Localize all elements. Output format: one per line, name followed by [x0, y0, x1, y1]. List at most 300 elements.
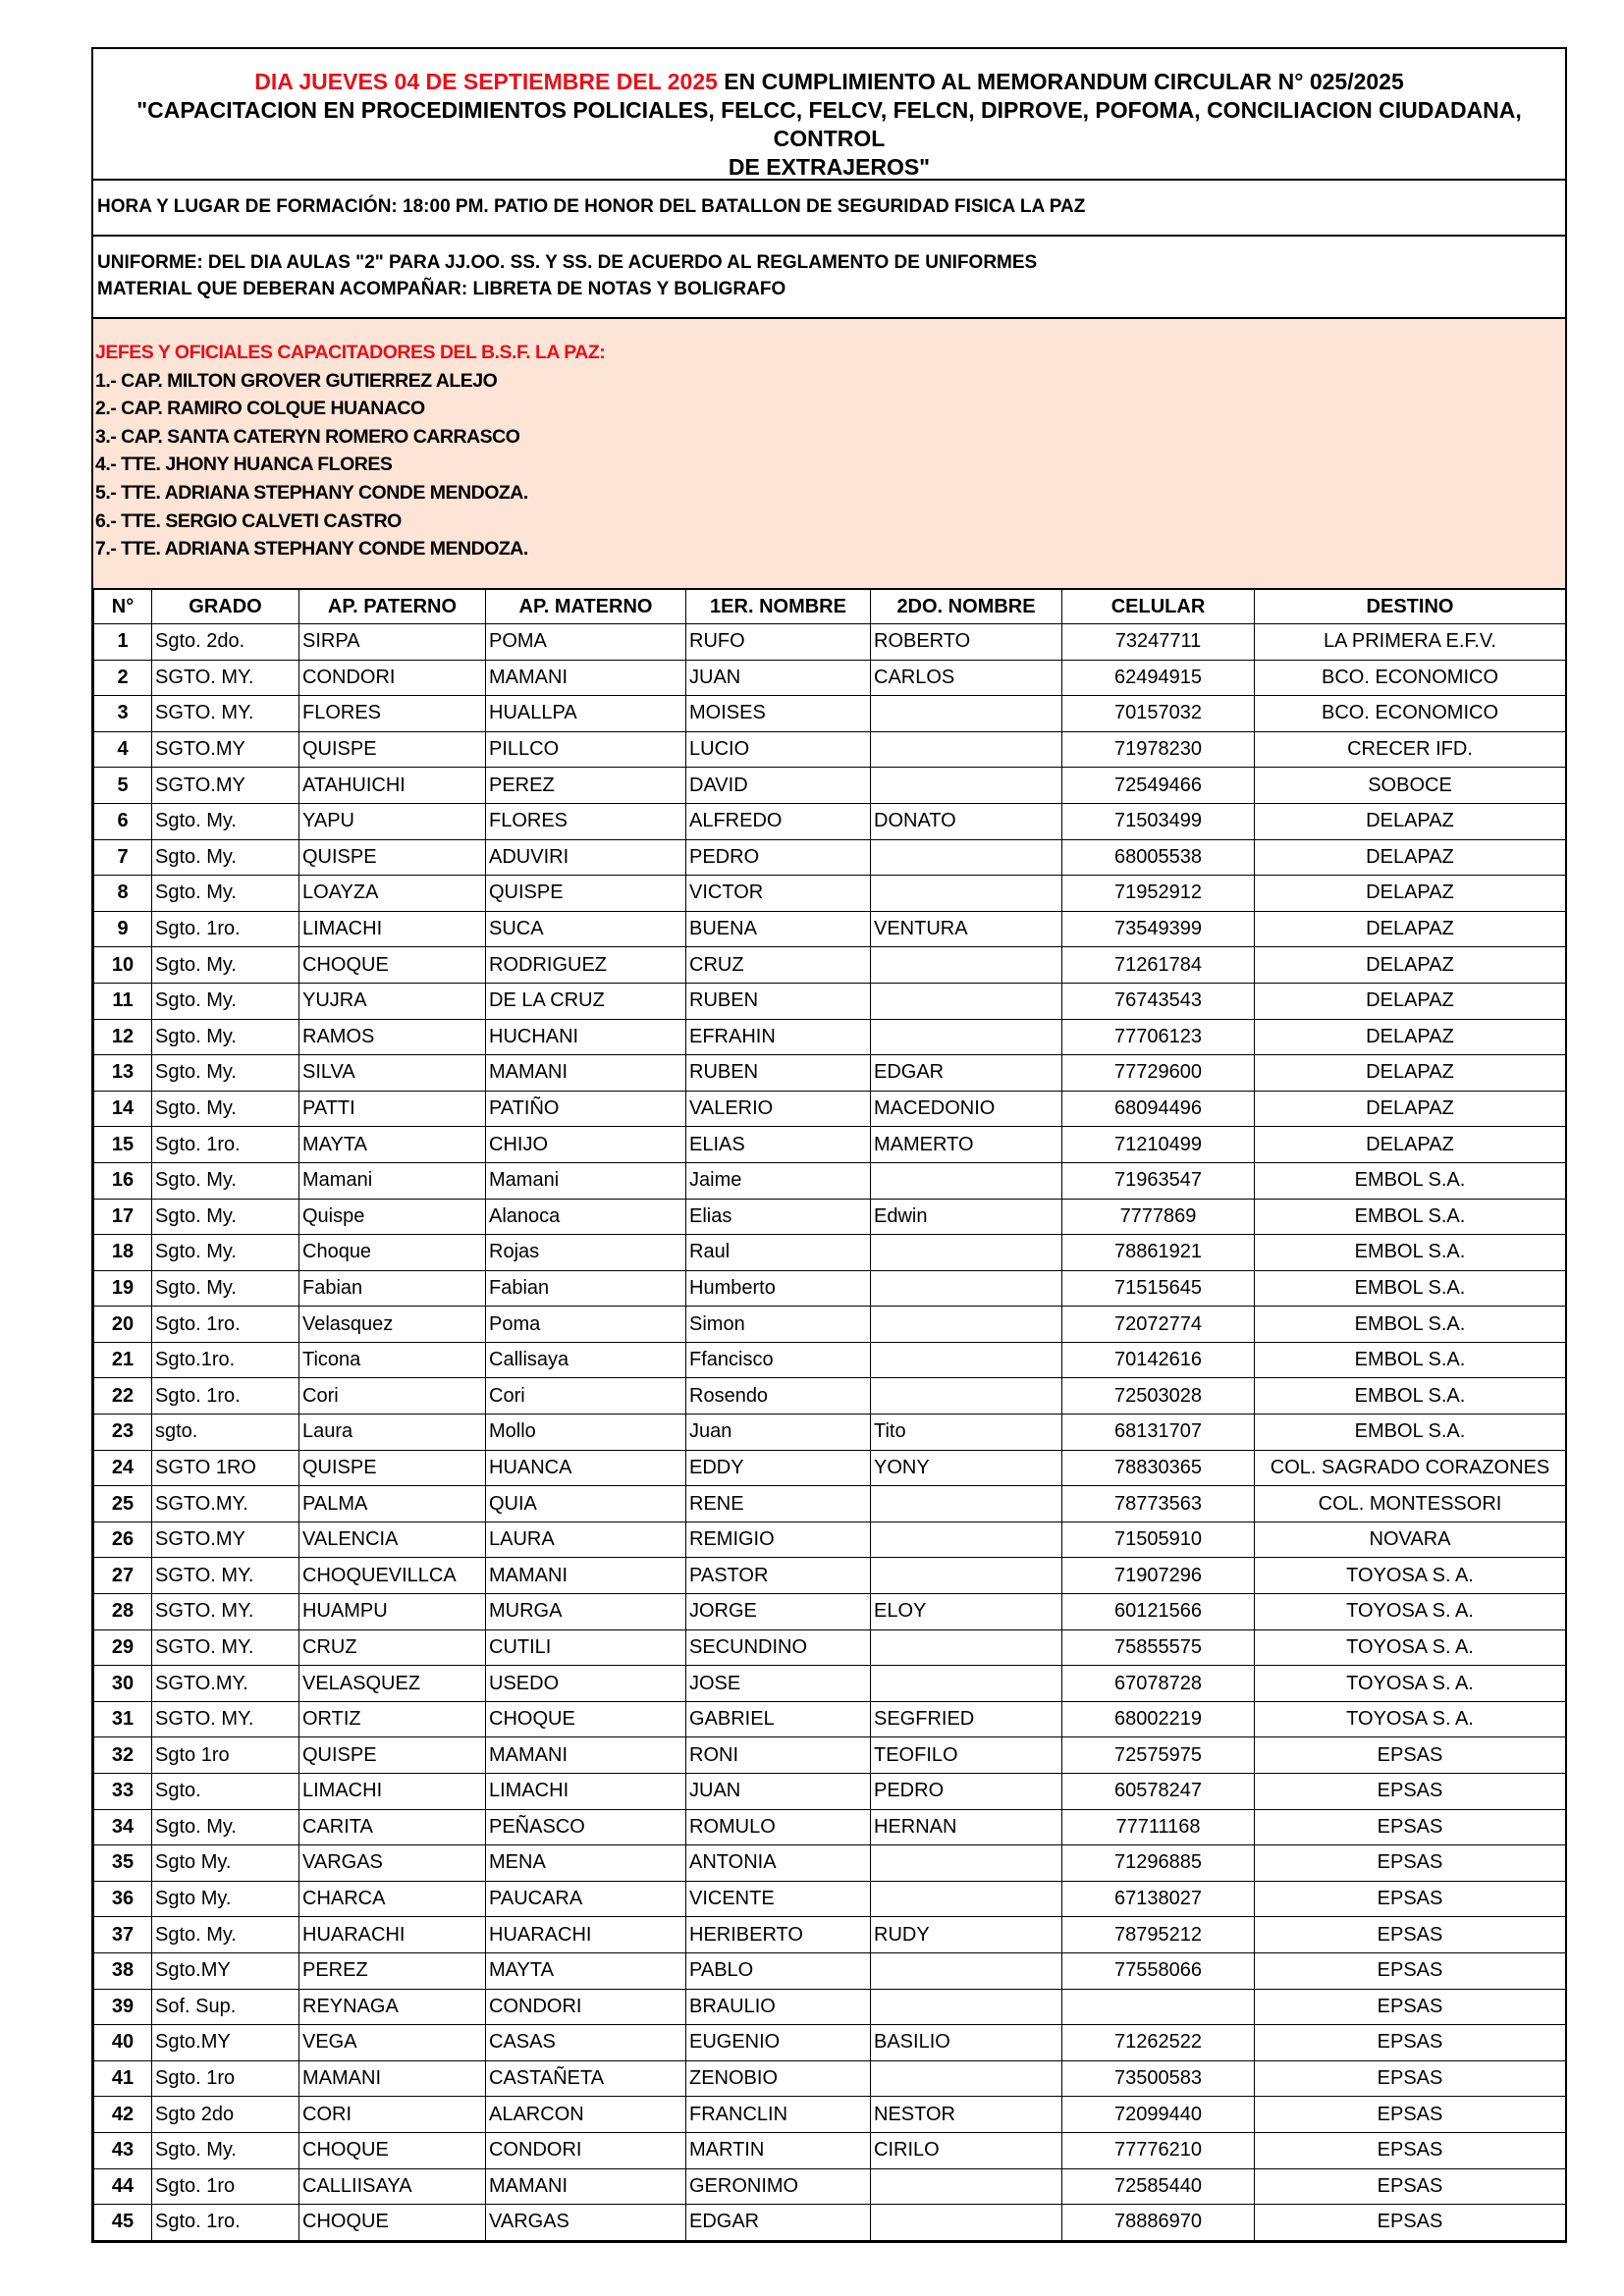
destino-cell: DELAPAZ — [1255, 983, 1566, 1019]
ap-paterno-cell: REYNAGA — [299, 1989, 486, 2025]
ap-materno-cell: ADUVIRI — [486, 839, 686, 876]
row-number: 10 — [94, 947, 152, 984]
table-row — [94, 660, 1566, 696]
celular-cell: 71503499 — [1062, 803, 1255, 839]
title-line — [93, 68, 1565, 96]
destino-cell: TOYOSA S. A. — [1255, 1558, 1566, 1594]
segundo-nombre-cell: NESTOR — [871, 2097, 1062, 2133]
primer-nombre-cell: Elias — [686, 1199, 871, 1235]
primer-nombre-cell: Raul — [686, 1235, 871, 1271]
grado-cell: Sgto. 1ro. — [152, 1127, 299, 1163]
segundo-nombre-cell — [871, 876, 1062, 912]
ap-materno-cell: CHIJO — [486, 1127, 686, 1163]
destino-cell: DELAPAZ — [1255, 803, 1566, 839]
celular-cell: 77776210 — [1062, 2132, 1255, 2168]
grado-cell: Sof. Sup. — [152, 1989, 299, 2025]
destino-cell: EPSAS — [1255, 2097, 1566, 2133]
grado-cell: Sgto. My. — [152, 839, 299, 876]
grado-cell: Sgto. 1ro. — [152, 911, 299, 947]
grado-cell: SGTO.MY — [152, 768, 299, 804]
celular-cell: 70142616 — [1062, 1342, 1255, 1378]
ap-materno-cell: MAYTA — [486, 1952, 686, 1989]
ap-paterno-cell: LIMACHI — [299, 911, 486, 947]
formation-time-place: HORA Y LUGAR DE FORMACIÓN: 18:00 PM. PATIO DE HONOR DEL BATALLON DE SEGURIDAD FISICA LA PAZ — [93, 181, 1565, 237]
segundo-nombre-cell — [871, 2168, 1062, 2205]
subtitle-line-2: DE EXTRAJEROS" — [728, 154, 931, 180]
segundo-nombre-cell — [871, 1235, 1062, 1271]
ap-materno-cell: Alanoca — [486, 1199, 686, 1235]
table-row — [94, 2060, 1566, 2097]
ap-materno-cell: MENA — [486, 1845, 686, 1882]
table-row — [94, 1629, 1566, 1666]
celular-cell: 71515645 — [1062, 1270, 1255, 1307]
trainer-item: 6.- TTE. SERGIO CALVETI CASTRO — [95, 509, 402, 532]
segundo-nombre-cell — [871, 983, 1062, 1019]
primer-nombre-cell: VICENTE — [686, 1881, 871, 1917]
grado-cell: SGTO. MY. — [152, 1701, 299, 1737]
table-row — [94, 1055, 1566, 1092]
ap-paterno-cell: Cori — [299, 1378, 486, 1415]
destino-cell: TOYOSA S. A. — [1255, 1629, 1566, 1666]
primer-nombre-cell: MARTIN — [686, 2132, 871, 2168]
ap-paterno-cell: VELASQUEZ — [299, 1666, 486, 1702]
ap-paterno-cell: CHOQUE — [299, 2132, 486, 2168]
celular-cell: 60578247 — [1062, 1774, 1255, 1810]
segundo-nombre-cell — [871, 2205, 1062, 2241]
table-row — [94, 1558, 1566, 1594]
ap-materno-cell: Fabian — [486, 1270, 686, 1307]
segundo-nombre-cell — [871, 1019, 1062, 1055]
destino-cell: DELAPAZ — [1255, 911, 1566, 947]
col-ap-paterno-header: AP. PATERNO — [299, 590, 486, 624]
grado-cell: SGTO.MY. — [152, 1666, 299, 1702]
table-row — [94, 1701, 1566, 1737]
trainer-item: 3.- CAP. SANTA CATERYN ROMERO CARRASCO — [95, 425, 520, 448]
primer-nombre-cell: EFRAHIN — [686, 1019, 871, 1055]
ap-paterno-cell: VALENCIA — [299, 1522, 486, 1558]
row-number: 24 — [94, 1450, 152, 1486]
row-number: 27 — [94, 1558, 152, 1594]
row-number: 29 — [94, 1629, 152, 1666]
col-number-header: N° — [94, 590, 152, 624]
segundo-nombre-cell: RUDY — [871, 1917, 1062, 1953]
celular-cell: 71296885 — [1062, 1845, 1255, 1882]
table-row — [94, 2025, 1566, 2061]
celular-cell: 78773563 — [1062, 1486, 1255, 1522]
grado-cell: Sgto. My. — [152, 1199, 299, 1235]
ap-paterno-cell: CRUZ — [299, 1629, 486, 1666]
segundo-nombre-cell — [871, 696, 1062, 732]
table-row — [94, 1019, 1566, 1055]
segundo-nombre-cell — [871, 731, 1062, 768]
ap-paterno-cell: SIRPA — [299, 624, 486, 661]
grado-cell: SGTO. MY. — [152, 1629, 299, 1666]
table-header-row — [94, 590, 1566, 624]
destino-cell: COL. MONTESSORI — [1255, 1486, 1566, 1522]
ap-paterno-cell: QUISPE — [299, 1450, 486, 1486]
primer-nombre-cell: BUENA — [686, 911, 871, 947]
primer-nombre-cell: GABRIEL — [686, 1701, 871, 1737]
row-number: 41 — [94, 2060, 152, 2097]
celular-cell: 72072774 — [1062, 1307, 1255, 1343]
destino-cell: EPSAS — [1255, 2132, 1566, 2168]
ap-paterno-cell: LOAYZA — [299, 876, 486, 912]
primer-nombre-cell: RENE — [686, 1486, 871, 1522]
celular-cell: 62494915 — [1062, 660, 1255, 696]
ap-materno-cell: MAMANI — [486, 1055, 686, 1092]
primer-nombre-cell: VICTOR — [686, 876, 871, 912]
ap-materno-cell: MURGA — [486, 1594, 686, 1630]
ap-materno-cell: PATIÑO — [486, 1091, 686, 1127]
primer-nombre-cell: ZENOBIO — [686, 2060, 871, 2097]
ap-paterno-cell: Quispe — [299, 1199, 486, 1235]
table-row — [94, 624, 1566, 661]
grado-cell: Sgto. My. — [152, 876, 299, 912]
row-number: 6 — [94, 803, 152, 839]
grado-cell: SGTO.MY — [152, 731, 299, 768]
table-row — [94, 2168, 1566, 2205]
segundo-nombre-cell: ELOY — [871, 1594, 1062, 1630]
row-number: 1 — [94, 624, 152, 661]
celular-cell: 73247711 — [1062, 624, 1255, 661]
destino-cell: DELAPAZ — [1255, 1091, 1566, 1127]
destino-cell: EMBOL S.A. — [1255, 1270, 1566, 1307]
table-row — [94, 1881, 1566, 1917]
ap-paterno-cell: CONDORI — [299, 660, 486, 696]
grado-cell: Sgto.1ro. — [152, 1342, 299, 1378]
table-row — [94, 1342, 1566, 1378]
grado-cell: Sgto My. — [152, 1881, 299, 1917]
grado-cell: Sgto. My. — [152, 1055, 299, 1092]
segundo-nombre-cell: DONATO — [871, 803, 1062, 839]
row-number: 5 — [94, 768, 152, 804]
ap-materno-cell: FLORES — [486, 803, 686, 839]
celular-cell: 68005538 — [1062, 839, 1255, 876]
grado-cell: Sgto. My. — [152, 803, 299, 839]
grado-cell: Sgto. 1ro — [152, 2060, 299, 2097]
ap-paterno-cell: CALLIISAYA — [299, 2168, 486, 2205]
row-number: 39 — [94, 1989, 152, 2025]
celular-cell: 60121566 — [1062, 1594, 1255, 1630]
table-row — [94, 1809, 1566, 1845]
col-segundo-nombre-header: 2DO. NOMBRE — [871, 590, 1062, 624]
ap-materno-cell: PEREZ — [486, 768, 686, 804]
destino-cell: CRECER IFD. — [1255, 731, 1566, 768]
celular-cell: 78886970 — [1062, 2205, 1255, 2241]
celular-cell: 77729600 — [1062, 1055, 1255, 1092]
row-number: 32 — [94, 1737, 152, 1774]
ap-materno-cell: Rojas — [486, 1235, 686, 1271]
ap-paterno-cell: CORI — [299, 2097, 486, 2133]
primer-nombre-cell: JUAN — [686, 1774, 871, 1810]
table-row — [94, 1235, 1566, 1271]
celular-cell: 78830365 — [1062, 1450, 1255, 1486]
destino-cell: LA PRIMERA E.F.V. — [1255, 624, 1566, 661]
destino-cell: EPSAS — [1255, 2060, 1566, 2097]
primer-nombre-cell: Simon — [686, 1307, 871, 1343]
ap-materno-cell: LIMACHI — [486, 1774, 686, 1810]
celular-cell: 71952912 — [1062, 876, 1255, 912]
table-row — [94, 803, 1566, 839]
ap-paterno-cell: QUISPE — [299, 731, 486, 768]
grado-cell: SGTO.MY — [152, 1522, 299, 1558]
table-row — [94, 1989, 1566, 2025]
ap-paterno-cell: CARITA — [299, 1809, 486, 1845]
ap-paterno-cell: CHARCA — [299, 1881, 486, 1917]
destino-cell: TOYOSA S. A. — [1255, 1701, 1566, 1737]
segundo-nombre-cell — [871, 1629, 1062, 1666]
destino-cell: EMBOL S.A. — [1255, 1235, 1566, 1271]
ap-materno-cell: Cori — [486, 1378, 686, 1415]
ap-materno-cell: CONDORI — [486, 1989, 686, 2025]
ap-materno-cell: Mamani — [486, 1162, 686, 1199]
ap-paterno-cell: QUISPE — [299, 1737, 486, 1774]
celular-cell: 68131707 — [1062, 1415, 1255, 1451]
row-number: 17 — [94, 1199, 152, 1235]
grado-cell: Sgto 2do — [152, 2097, 299, 2133]
segundo-nombre-cell — [871, 1270, 1062, 1307]
celular-cell: 72099440 — [1062, 2097, 1255, 2133]
table-row — [94, 1127, 1566, 1163]
celular-cell — [1062, 1989, 1255, 2025]
ap-paterno-cell: YUJRA — [299, 983, 486, 1019]
destino-cell: BCO. ECONOMICO — [1255, 696, 1566, 732]
table-row — [94, 911, 1566, 947]
segundo-nombre-cell: EDGAR — [871, 1055, 1062, 1092]
row-number: 37 — [94, 1917, 152, 1953]
table-row — [94, 1486, 1566, 1522]
destino-cell: EPSAS — [1255, 1989, 1566, 2025]
celular-cell: 71907296 — [1062, 1558, 1255, 1594]
celular-cell: 75855575 — [1062, 1629, 1255, 1666]
destino-cell: TOYOSA S. A. — [1255, 1594, 1566, 1630]
primer-nombre-cell: EDDY — [686, 1450, 871, 1486]
ap-paterno-cell: MAMANI — [299, 2060, 486, 2097]
trainer-item: 7.- TTE. ADRIANA STEPHANY CONDE MENDOZA. — [95, 538, 528, 561]
ap-materno-cell: PILLCO — [486, 731, 686, 768]
row-number: 45 — [94, 2205, 152, 2241]
ap-materno-cell: LAURA — [486, 1522, 686, 1558]
row-number: 26 — [94, 1522, 152, 1558]
ap-materno-cell: MAMANI — [486, 1558, 686, 1594]
destino-cell: EPSAS — [1255, 1952, 1566, 1989]
row-number: 15 — [94, 1127, 152, 1163]
destino-cell: DELAPAZ — [1255, 947, 1566, 984]
table-row — [94, 2097, 1566, 2133]
celular-cell: 77558066 — [1062, 1952, 1255, 1989]
title-date: DIA JUEVES 04 DE SEPTIEMBRE DEL 2025 — [254, 69, 718, 94]
primer-nombre-cell: EDGAR — [686, 2205, 871, 2241]
row-number: 23 — [94, 1415, 152, 1451]
segundo-nombre-cell — [871, 947, 1062, 984]
destino-cell: EMBOL S.A. — [1255, 1415, 1566, 1451]
primer-nombre-cell: ELIAS — [686, 1127, 871, 1163]
grado-cell: sgto. — [152, 1415, 299, 1451]
row-number: 7 — [94, 839, 152, 876]
row-number: 20 — [94, 1307, 152, 1343]
ap-paterno-cell: VARGAS — [299, 1845, 486, 1882]
destino-cell: EMBOL S.A. — [1255, 1307, 1566, 1343]
row-number: 11 — [94, 983, 152, 1019]
row-number: 43 — [94, 2132, 152, 2168]
ap-paterno-cell: HUARACHI — [299, 1917, 486, 1953]
grado-cell: Sgto. My. — [152, 2132, 299, 2168]
segundo-nombre-cell — [871, 1666, 1062, 1702]
primer-nombre-cell: JOSE — [686, 1666, 871, 1702]
destino-cell: NOVARA — [1255, 1522, 1566, 1558]
row-number: 12 — [94, 1019, 152, 1055]
celular-cell: 73500583 — [1062, 2060, 1255, 2097]
ap-paterno-cell: ATAHUICHI — [299, 768, 486, 804]
primer-nombre-cell: JORGE — [686, 1594, 871, 1630]
grado-cell: Sgto. My. — [152, 1091, 299, 1127]
grado-cell: Sgto. My. — [152, 947, 299, 984]
table-row — [94, 731, 1566, 768]
grado-cell: SGTO. MY. — [152, 696, 299, 732]
celular-cell: 78861921 — [1062, 1235, 1255, 1271]
table-row — [94, 1594, 1566, 1630]
destino-cell: EMBOL S.A. — [1255, 1199, 1566, 1235]
ap-materno-cell: QUISPE — [486, 876, 686, 912]
row-number: 31 — [94, 1701, 152, 1737]
primer-nombre-cell: HERIBERTO — [686, 1917, 871, 1953]
table-row — [94, 1091, 1566, 1127]
ap-materno-cell: HUCHANI — [486, 1019, 686, 1055]
primer-nombre-cell: Humberto — [686, 1270, 871, 1307]
table-row — [94, 1415, 1566, 1451]
grado-cell: SGTO. MY. — [152, 1558, 299, 1594]
grado-cell: SGTO. MY. — [152, 660, 299, 696]
row-number: 14 — [94, 1091, 152, 1127]
destino-cell: EPSAS — [1255, 2168, 1566, 2205]
roster-sheet — [91, 47, 1567, 2243]
celular-cell: 67078728 — [1062, 1666, 1255, 1702]
grado-cell: SGTO. MY. — [152, 1594, 299, 1630]
ap-paterno-cell: PATTI — [299, 1091, 486, 1127]
primer-nombre-cell: JUAN — [686, 660, 871, 696]
grado-cell: Sgto. My. — [152, 983, 299, 1019]
row-number: 34 — [94, 1809, 152, 1845]
destino-cell: EMBOL S.A. — [1255, 1378, 1566, 1415]
grado-cell: Sgto.MY — [152, 1952, 299, 1989]
primer-nombre-cell: PABLO — [686, 1952, 871, 1989]
table-row — [94, 1199, 1566, 1235]
ap-paterno-cell: Laura — [299, 1415, 486, 1451]
row-number: 36 — [94, 1881, 152, 1917]
col-celular-header: CELULAR — [1062, 590, 1255, 624]
ap-paterno-cell: LIMACHI — [299, 1774, 486, 1810]
row-number: 33 — [94, 1774, 152, 1810]
segundo-nombre-cell: CIRILO — [871, 2132, 1062, 2168]
grado-cell: Sgto. My. — [152, 1270, 299, 1307]
row-number: 28 — [94, 1594, 152, 1630]
segundo-nombre-cell: PEDRO — [871, 1774, 1062, 1810]
segundo-nombre-cell: Tito — [871, 1415, 1062, 1451]
row-number: 40 — [94, 2025, 152, 2061]
primer-nombre-cell: REMIGIO — [686, 1522, 871, 1558]
table-row — [94, 1774, 1566, 1810]
ap-materno-cell: MAMANI — [486, 660, 686, 696]
ap-materno-cell: Poma — [486, 1307, 686, 1343]
row-number: 42 — [94, 2097, 152, 2133]
table-row — [94, 839, 1566, 876]
destino-cell: EPSAS — [1255, 1774, 1566, 1810]
title-block — [93, 49, 1565, 181]
ap-paterno-cell: QUISPE — [299, 839, 486, 876]
destino-cell: SOBOCE — [1255, 768, 1566, 804]
table-row — [94, 768, 1566, 804]
celular-cell: 77711168 — [1062, 1809, 1255, 1845]
celular-cell: 67138027 — [1062, 1881, 1255, 1917]
table-row — [94, 1307, 1566, 1343]
destino-cell: DELAPAZ — [1255, 1019, 1566, 1055]
segundo-nombre-cell — [871, 839, 1062, 876]
ap-paterno-cell: PEREZ — [299, 1952, 486, 1989]
segundo-nombre-cell — [871, 1881, 1062, 1917]
segundo-nombre-cell: MACEDONIO — [871, 1091, 1062, 1127]
uniform-text: UNIFORME: DEL DIA AULAS "2" PARA JJ.OO. SS. Y SS. DE ACUERDO AL REGLAMENTO DE UNIFORMES — [97, 252, 1038, 273]
table-row — [94, 1666, 1566, 1702]
primer-nombre-cell: RONI — [686, 1737, 871, 1774]
destino-cell: BCO. ECONOMICO — [1255, 660, 1566, 696]
grado-cell: Sgto. 1ro. — [152, 2205, 299, 2241]
table-row — [94, 1952, 1566, 1989]
row-number: 21 — [94, 1342, 152, 1378]
ap-materno-cell: Mollo — [486, 1415, 686, 1451]
ap-materno-cell: USEDO — [486, 1666, 686, 1702]
ap-materno-cell: CASTAÑETA — [486, 2060, 686, 2097]
row-number: 9 — [94, 911, 152, 947]
ap-paterno-cell: RAMOS — [299, 1019, 486, 1055]
title-memorandum: EN CUMPLIMIENTO AL MEMORANDUM CIRCULAR N° 025/2025 — [717, 69, 1404, 94]
celular-cell: 71262522 — [1062, 2025, 1255, 2061]
segundo-nombre-cell: TEOFILO — [871, 1737, 1062, 1774]
destino-cell: EMBOL S.A. — [1255, 1162, 1566, 1199]
ap-paterno-cell: MAYTA — [299, 1127, 486, 1163]
ap-paterno-cell: CHOQUE — [299, 2205, 486, 2241]
segundo-nombre-cell: Edwin — [871, 1199, 1062, 1235]
celular-cell: 72585440 — [1062, 2168, 1255, 2205]
celular-cell: 7777869 — [1062, 1199, 1255, 1235]
ap-materno-cell: HUANCA — [486, 1450, 686, 1486]
row-number: 16 — [94, 1162, 152, 1199]
grado-cell: Sgto My. — [152, 1845, 299, 1882]
segundo-nombre-cell: YONY — [871, 1450, 1062, 1486]
ap-materno-cell: CUTILI — [486, 1629, 686, 1666]
ap-paterno-cell: ORTIZ — [299, 1701, 486, 1737]
celular-cell: 77706123 — [1062, 1019, 1255, 1055]
table-row — [94, 876, 1566, 912]
ap-paterno-cell: YAPU — [299, 803, 486, 839]
celular-cell: 68002219 — [1062, 1701, 1255, 1737]
segundo-nombre-cell — [871, 2060, 1062, 2097]
grado-cell: Sgto. My. — [152, 1019, 299, 1055]
primer-nombre-cell: Rosendo — [686, 1378, 871, 1415]
celular-cell: 72503028 — [1062, 1378, 1255, 1415]
destino-cell: DELAPAZ — [1255, 876, 1566, 912]
row-number: 44 — [94, 2168, 152, 2205]
ap-materno-cell: VARGAS — [486, 2205, 686, 2241]
grado-cell: Sgto. 1ro. — [152, 1378, 299, 1415]
segundo-nombre-cell — [871, 1952, 1062, 1989]
primer-nombre-cell: RUBEN — [686, 983, 871, 1019]
primer-nombre-cell: CRUZ — [686, 947, 871, 984]
grado-cell: Sgto. 1ro — [152, 2168, 299, 2205]
table-row — [94, 947, 1566, 984]
row-number: 13 — [94, 1055, 152, 1092]
segundo-nombre-cell — [871, 1162, 1062, 1199]
primer-nombre-cell: PASTOR — [686, 1558, 871, 1594]
